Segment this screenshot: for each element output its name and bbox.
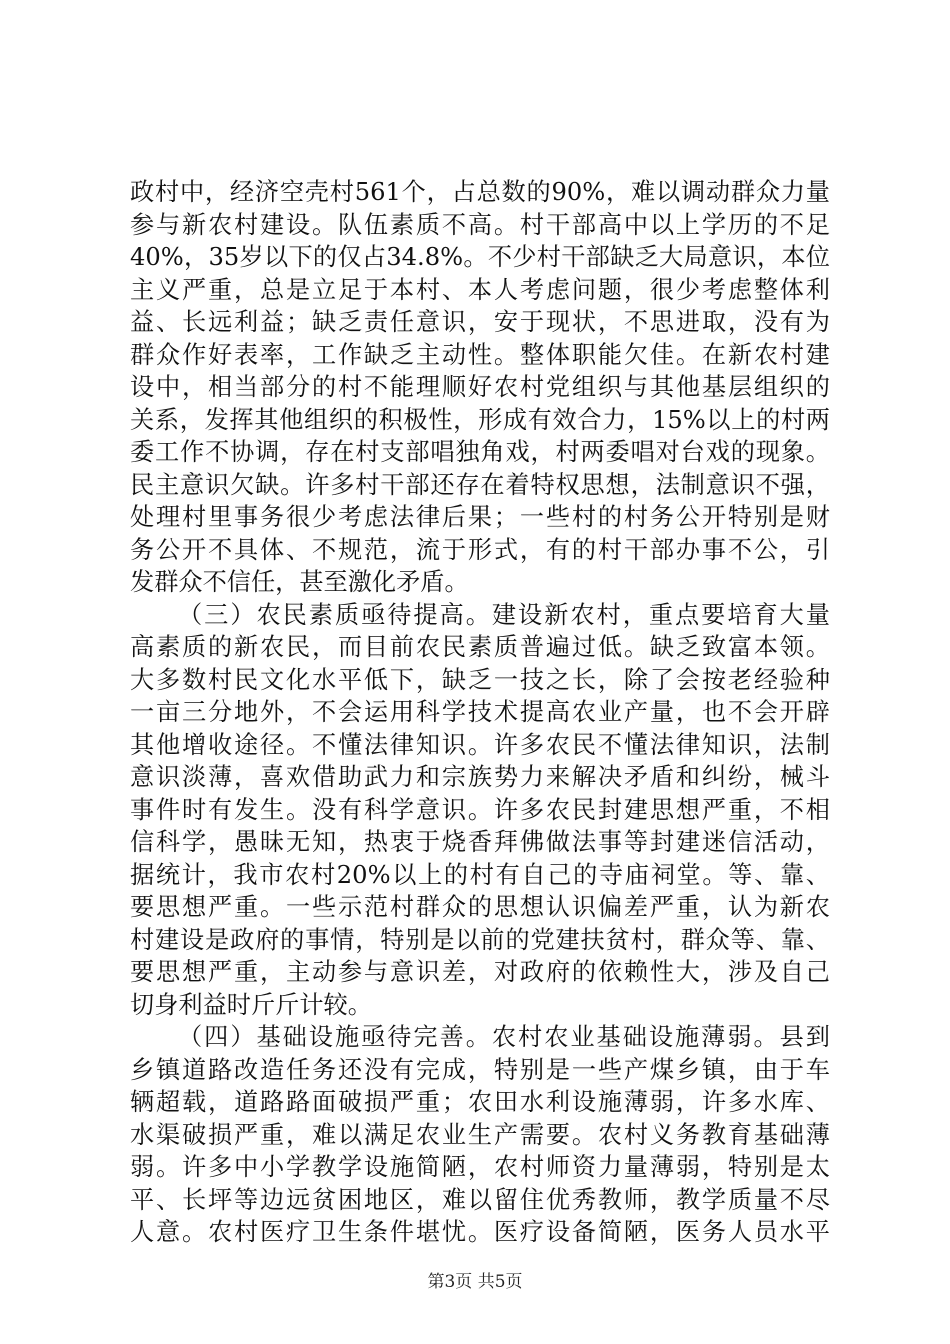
text-line: 群众作好表率，工作缺乏主动性。整体职能欠佳。在新农村建	[130, 340, 830, 369]
text-line: 要思想严重。一些示范村群众的思想认识偏差严重，认为新农	[130, 893, 830, 921]
text-line: （三）农民素质亟待提高。建设新农村，重点要培育大量	[178, 600, 830, 629]
page-footer: 第3页 共5页	[427, 1272, 523, 1292]
text-line: 设中，相当部分的村不能理顺好农村党组织与其他基层组织的	[130, 373, 830, 401]
text-line: 委工作不协调，存在村支部唱独角戏，村两委唱对台戏的现象。	[130, 438, 830, 466]
text-line: 乡镇道路改造任务还没有完成，特别是一些产煤乡镇，由于车	[130, 1055, 830, 1084]
text-line: 水渠破损严重，难以满足农业生产需要。农村义务教育基础薄	[130, 1120, 830, 1149]
text-line: 大多数村民文化水平低下，缺乏一技之长，除了会按老经验种	[130, 665, 830, 694]
text-line: 辆超载，道路路面破损严重；农田水利设施薄弱，许多水库、	[130, 1088, 830, 1116]
text-line: 据统计，我市农村20%以上的村有自己的寺庙祠堂。等、靠、	[130, 860, 830, 889]
text-line: 人意。农村医疗卫生条件堪忧。医疗设备简陋，医务人员水平	[130, 1218, 830, 1246]
text-line: 民主意识欠缺。许多村干部还存在着特权思想，法制意识不强，	[130, 470, 830, 499]
text-line: 切身利益时斤斤计较。	[130, 990, 372, 1019]
text-line: 高素质的新农民，而目前农民素质普遍过低。缺乏致富本领。	[130, 633, 830, 661]
text-line: 处理村里事务很少考虑法律后果；一些村的村务公开特别是财	[130, 503, 830, 531]
text-line: 事件时有发生。没有科学意识。许多农民封建思想严重，不相	[130, 795, 830, 824]
text-line: 参与新农村建设。队伍素质不高。村干部高中以上学历的不足	[130, 210, 830, 239]
text-line: 益、长远利益；缺乏责任意识，安于现状，不思进取，没有为	[130, 308, 830, 336]
text-line: 信科学，愚昧无知，热衷于烧香拜佛做法事等封建迷信活动，	[130, 828, 830, 856]
text-line: （四）基础设施亟待完善。农村农业基础设施薄弱。县到	[178, 1023, 830, 1051]
text-line: 弱。许多中小学教学设施简陋，农村师资力量薄弱，特别是太	[130, 1153, 830, 1181]
text-line: 一亩三分地外，不会运用科学技术提高农业产量，也不会开辟	[130, 698, 830, 726]
text-line: 务公开不具体、不规范，流于形式，有的村干部办事不公，引	[130, 535, 830, 564]
body-text	[130, 176, 830, 1249]
text-line: 关系，发挥其他组织的积极性，形成有效合力，15%以上的村两	[130, 405, 830, 434]
text-line: 40%，35岁以下的仅占34.8%。不少村干部缺乏大局意识，本位	[130, 243, 830, 271]
text-line: 发群众不信任，甚至激化矛盾。	[130, 568, 469, 596]
text-line: 平、长坪等边远贫困地区，难以留住优秀教师，教学质量不尽	[130, 1185, 830, 1214]
text-line: 要思想严重，主动参与意识差，对政府的依赖性大，涉及自己	[130, 958, 830, 986]
text-line: 主义严重，总是立足于本村、本人考虑问题，很少考虑整体利	[130, 275, 830, 304]
text-line: 村建设是政府的事情，特别是以前的党建扶贫村，群众等、靠、	[130, 925, 830, 954]
text-line: 意识淡薄，喜欢借助武力和宗族势力来解决矛盾和纠纷，械斗	[130, 763, 830, 791]
text-line: 政村中，经济空壳村561个，占总数的90%，难以调动群众力量	[130, 178, 830, 206]
text-line: 其他增收途径。不懂法律知识。许多农民不懂法律知识，法制	[130, 730, 830, 759]
